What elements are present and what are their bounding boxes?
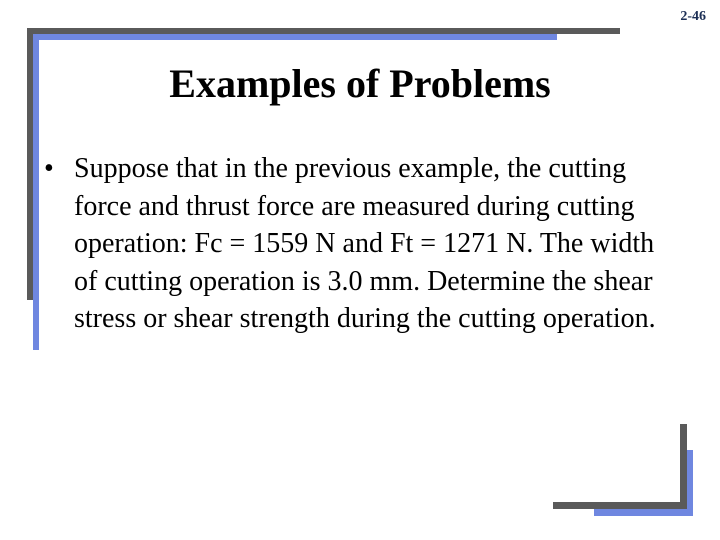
page-number: 2-46 [680, 9, 706, 24]
frame-top-left-accent-vertical [33, 34, 39, 350]
bullet-list [44, 150, 664, 338]
frame-top-left-accent-horizontal [33, 34, 557, 40]
bullet-text: Suppose that in the previous example, the cutting force and thrust force are measured during cutting operation: Fc = 1559 N and Ft = 1271 N. The width of cutting operation is 3.0 mm. Determine the shear stress or shear strength during the cutting operation. [74, 153, 656, 334]
frame-bottom-right-accent-horizontal [594, 509, 693, 516]
frame-bottom-right-shadow-horizontal [553, 502, 687, 509]
frame-bottom-right-shadow-vertical [680, 424, 687, 509]
bullet-marker: • [44, 153, 54, 184]
frame-bottom-right-accent-vertical [686, 450, 693, 516]
bullet-item [44, 150, 664, 338]
slide-title: Examples of Problems [169, 61, 551, 106]
